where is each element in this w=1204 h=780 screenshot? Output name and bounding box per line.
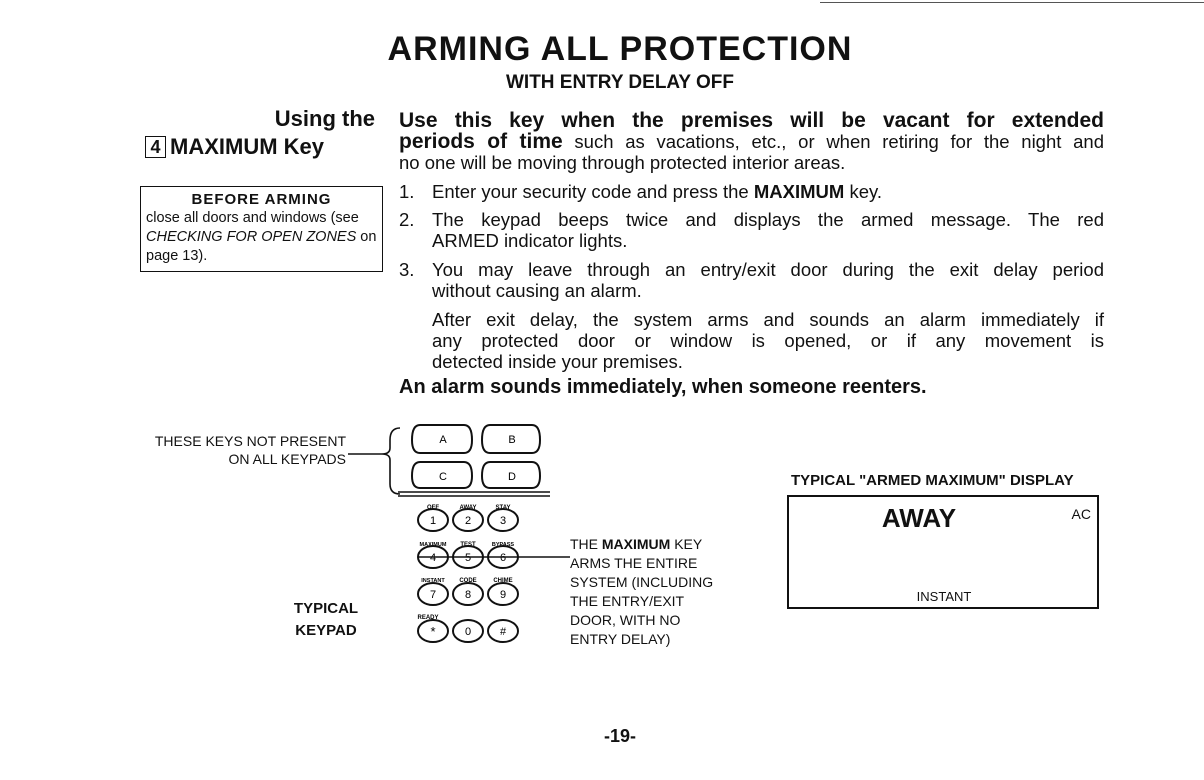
svg-text:A: A: [439, 434, 447, 446]
before-arming-text: close all doors and windows (see CHECKING FOR OPEN ZONES on page 13).: [146, 210, 377, 264]
svg-text:5: 5: [464, 552, 472, 564]
page-title: ARMING ALL PROTECTION: [387, 30, 853, 68]
maximum-key-description: THE MAXIMUM KEY ARMS THE ENTIRE SYSTEM (INCLUDING THE ENTRY/EXIT DOOR, WITH NO ENTRY DELAY): [570, 536, 714, 647]
svg-text:D: D: [508, 471, 516, 483]
page-number: -19-: [603, 726, 636, 746]
svg-text:C: C: [439, 471, 447, 483]
armed-display: [787, 495, 1099, 609]
svg-text:1: 1: [429, 515, 437, 527]
keypad-diagram: [340, 420, 580, 660]
intro-line3: no one will be moving through protected interior areas.: [399, 152, 846, 173]
svg-text:#: #: [499, 626, 507, 638]
svg-text:8: 8: [464, 589, 472, 601]
key-label-maximum: MAXIMUM: [419, 542, 447, 548]
key-star: [418, 620, 448, 642]
keys-note: THESE KEYS NOT PRESENT ON ALL KEYPADS: [154, 433, 346, 467]
svg-text:7: 7: [429, 589, 437, 601]
before-arming-header: BEFORE ARMING: [191, 191, 332, 208]
key-hash: [488, 620, 518, 642]
top-rule: [820, 2, 1204, 3]
key-c: [412, 462, 472, 488]
after-delay-paragraph: After exit delay, the system arms and sounds an alarm immediately if any protected door or window is opened, or if any movement is detected inside your premises.: [432, 309, 1104, 372]
key-label-ready: READY: [417, 615, 439, 621]
key-d: [482, 462, 540, 488]
svg-text:2: 2: [464, 515, 472, 527]
step-number: 1.: [399, 181, 415, 202]
key-7: [418, 583, 448, 605]
key-b: [482, 425, 540, 453]
svg-text:9: 9: [499, 589, 507, 601]
key-a: [412, 425, 472, 453]
key-label-off: OFF: [427, 505, 439, 511]
intro-paragraph: [399, 110, 1104, 173]
key-label-bypass: BYPASS: [491, 542, 515, 548]
before-arming-box: [140, 186, 383, 272]
intro-line2: periods of time such as vacations, etc., or when retiring for the night and: [399, 130, 1104, 153]
display-ac-indicator: AC: [1071, 506, 1091, 522]
key-9: [488, 583, 518, 605]
key-label-instant: INSTANT: [421, 578, 445, 584]
step-2: 2. The keypad beeps twice and displays the armed message. The red ARMED indicator lights.: [399, 209, 1104, 251]
svg-text:B: B: [508, 434, 516, 446]
key-1: [418, 509, 448, 531]
maximum-key-ref: MAXIMUM: [753, 181, 845, 202]
key-3: [488, 509, 518, 531]
key-label-test: TEST: [460, 542, 476, 548]
intro-line1: Use this key when the premises will be vacant for extended: [399, 109, 1104, 132]
svg-text:0: 0: [464, 626, 472, 638]
checking-zones-ref: CHECKING FOR OPEN ZONES: [146, 229, 357, 245]
side-heading-line2: [145, 134, 324, 160]
side-heading-line1: Using the: [274, 106, 375, 131]
key-label-code: CODE: [459, 578, 477, 584]
key-label-chime: CHIME: [493, 578, 513, 584]
step-3: 3. You may leave through an entry/exit door during the exit delay period without causing an alarm.: [399, 259, 1104, 301]
step-number: 3.: [399, 259, 415, 280]
svg-text:6: 6: [499, 552, 507, 564]
svg-text:3: 3: [499, 515, 507, 527]
key-4-icon: 4: [145, 136, 166, 158]
step-1: 1. Enter your security code and press the MAXIMUM key.: [399, 181, 883, 202]
step-number: 2.: [399, 209, 415, 230]
page-subtitle: WITH ENTRY DELAY OFF: [505, 72, 735, 93]
key-label-away: AWAY: [459, 505, 477, 511]
svg-text:*: *: [430, 624, 436, 639]
key-8: [453, 583, 483, 605]
svg-text:4: 4: [429, 552, 437, 564]
key-0: [453, 620, 483, 642]
maximum-key-label: MAXIMUM Key: [170, 134, 325, 159]
key-label-stay: STAY: [495, 505, 511, 511]
key-2: [453, 509, 483, 531]
brace-icon: [382, 428, 400, 494]
display-instant-indicator: INSTANT: [916, 589, 972, 604]
display-title: TYPICAL "ARMED MAXIMUM" DISPLAY: [791, 472, 1074, 489]
display-main-text: AWAY: [881, 503, 957, 533]
final-note: An alarm sounds immediately, when someone reenters.: [399, 376, 927, 398]
typical-keypad-label: TYPICAL KEYPAD: [293, 600, 359, 639]
